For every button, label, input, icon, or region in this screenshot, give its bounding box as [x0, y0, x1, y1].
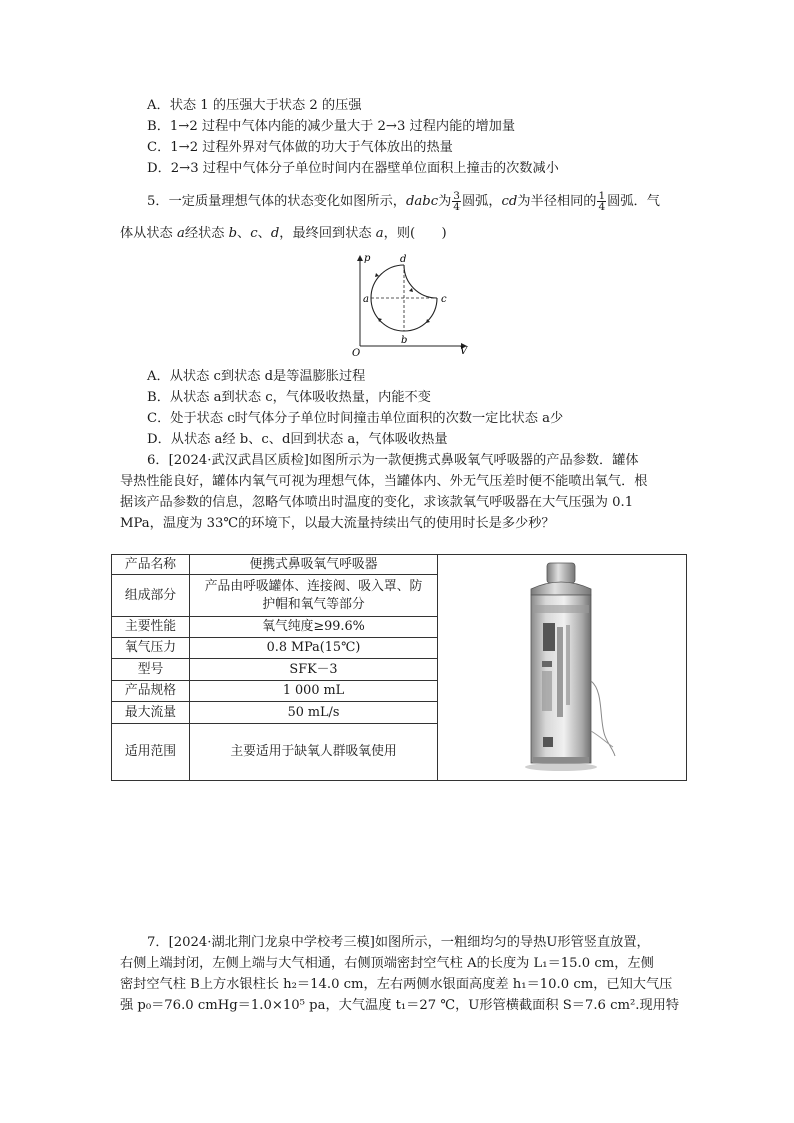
point-a-label: a — [363, 294, 369, 305]
q5-stem-text: ，最终回到状态 — [279, 226, 376, 241]
q5-stem-text: 体从状态 — [120, 226, 177, 241]
q5-arc-label: dabc — [405, 194, 439, 209]
table-label-cell: 最大流量 — [112, 702, 190, 724]
state-label: d — [270, 226, 280, 241]
fraction-three-quarters — [452, 191, 461, 212]
oxygen-canister-image — [509, 561, 619, 773]
q5-option-b: B．从状态 a到状态 c，气体吸收热量，内能不变 — [147, 390, 431, 405]
fraction-numerator: 1 — [598, 190, 606, 202]
q5-stem-text: ，则( ) — [383, 226, 447, 241]
table-label-cell: 组成部分 — [112, 575, 190, 617]
table-label-cell: 型号 — [112, 659, 190, 681]
table-value-cell: 50 mL/s — [190, 702, 438, 724]
q5-stem-text: 圆弧．气 — [607, 194, 660, 209]
table-label-cell: 主要性能 — [112, 617, 190, 638]
fraction-denominator: 4 — [598, 201, 606, 213]
q5-option-d: D．从状态 a经 b、c、d回到状态 a，气体吸收热量 — [147, 432, 448, 447]
q7-stem-line3: 密封空气柱 B上方水银柱长 h₂＝14.0 cm，左右两侧水银面高度差 h₁＝10.0 cm，已知大气压 — [120, 977, 673, 992]
state-label: a — [176, 226, 185, 241]
q6-stem-line4: MPa，温度为 33℃的环境下，以最大流量持续出气的使用时长是多少秒？ — [120, 516, 555, 531]
table-value-cell: 1 000 mL — [190, 681, 438, 702]
arc-cd — [404, 265, 437, 298]
q5-stem-line1 — [147, 191, 660, 212]
q7-stem-line4: 强 p₀＝76.0 cmHg＝1.0×10⁵ pa，大气温度 t₁＝27 ℃，U形管横截面积 S＝7.6 cm².现用特 — [120, 998, 680, 1013]
q4-option-d: D．2→3 过程中气体分子单位时间内在器壁单位面积上撞击的次数减小 — [147, 161, 559, 176]
pv-diagram — [346, 250, 476, 360]
fraction-numerator: 3 — [453, 190, 460, 202]
point-b-label: b — [401, 335, 408, 346]
arrow-c-to-d — [409, 288, 413, 292]
fraction-one-quarter — [597, 191, 606, 212]
q5-stem-text: 为 — [438, 194, 452, 209]
table-label-cell: 产品规格 — [112, 681, 190, 702]
table-label-cell: 氧气压力 — [112, 638, 190, 659]
q6-stem-line3: 据该产品参数的信息，忽略气体喷出时温度的变化，求该款氧气呼吸器在大气压强为 0.1 — [120, 495, 634, 510]
q5-stem-text: 圆弧， — [461, 194, 502, 209]
q5-stem-text: 为半径相同的 — [517, 194, 597, 209]
state-label: c — [250, 226, 258, 241]
q5-stem-text: 、 — [237, 226, 251, 241]
table-value-cell: 0.8 MPa(15℃) — [190, 638, 438, 659]
q4-option-b: B．1→2 过程中气体内能的减少量大于 2→3 过程内能的增加量 — [147, 119, 516, 134]
table-value-cell: 主要适用于缺氧人群吸氧使用 — [190, 724, 438, 781]
table-value-cell: SFK－3 — [190, 659, 438, 681]
q4-option-c: C．1→2 过程外界对气体做的功大于气体放出的热量 — [147, 140, 453, 155]
q5-option-c: C．处于状态 c时气体分子单位时间撞击单位面积的次数一定比状态 a少 — [147, 411, 564, 426]
q4-option-a: A．状态 1 的压强大于状态 2 的压强 — [147, 98, 362, 113]
q6-stem-line1: 6．[2024·武汉武昌区质检]如图所示为一款便携式鼻吸氧气呼吸器的产品参数．罐体 — [147, 453, 639, 468]
q5-stem-text: 5．一定质量理想气体的状态变化如图所示， — [147, 194, 406, 209]
q5-option-a: A．从状态 c到状态 d是等温膨胀过程 — [147, 369, 366, 384]
q5-stem-text: 经状态 — [184, 226, 229, 241]
table-label-cell: 产品名称 — [112, 555, 190, 575]
fraction-denominator: 4 — [453, 201, 460, 213]
q5-stem-text: 、 — [257, 226, 271, 241]
q5-stem-line2 — [120, 225, 447, 243]
point-c-label: c — [441, 294, 447, 305]
v-axis-label: V — [460, 346, 468, 357]
table-value-cell: 产品由呼吸罐体、连接阀、吸入罩、防护帽和氧气等部分 — [190, 575, 438, 617]
table-value-cell: 便携式鼻吸氧气呼吸器 — [190, 555, 438, 575]
state-label: b — [228, 226, 238, 241]
origin-label: O — [352, 348, 361, 359]
point-d-label: d — [400, 254, 407, 265]
table-value-cell: 氧气纯度≥99.6% — [190, 617, 438, 638]
state-label: a — [375, 226, 384, 241]
q5-arc-label: cd — [501, 194, 518, 209]
q7-stem-line2: 右侧上端封闭，左侧上端与大气相通，右侧顶端密封空气柱 A的长度为 L₁＝15.0 cm，左侧 — [120, 956, 654, 971]
q7-stem-line1: 7．[2024·湖北荆门龙泉中学校考三模]如图所示，一粗细均匀的导热U形管竖直放置， — [147, 935, 650, 950]
q6-stem-line2: 导热性能良好，罐体内氧气可视为理想气体，当罐体内、外无气压差时便不能喷出氧气．根 — [120, 474, 648, 489]
table-label-cell: 适用范围 — [112, 724, 190, 781]
p-axis-label: p — [364, 253, 371, 264]
